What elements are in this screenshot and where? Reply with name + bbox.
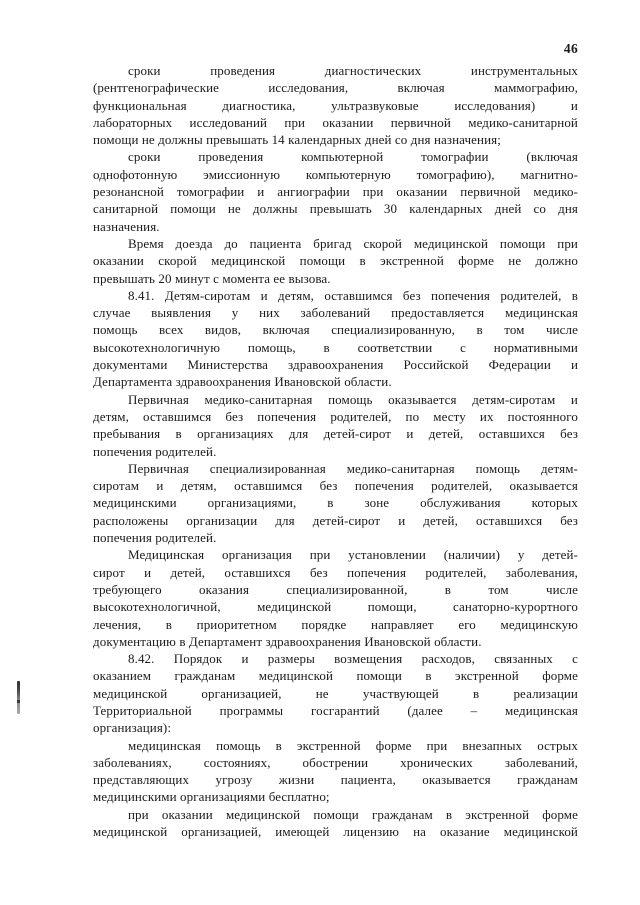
text-line: санитарной помощи не должны превышать 30 календарных дней со дня	[93, 201, 578, 217]
text-line: сиротам и детям, оставшимся без попечения родителей, оказывается	[93, 478, 578, 494]
text-line: сроки проведения диагностических инструментальных	[128, 63, 578, 78]
paragraph	[93, 460, 578, 546]
text-line: помощь всех видов, включая специализированную, в том числе	[93, 322, 578, 338]
text-line: требующего оказания специализированной, в том числе	[93, 581, 578, 597]
text-line: 8.41. Детям-сиротам и детям, оставшимся без попечения родителей, в	[128, 287, 578, 303]
text-line: расположены организации для детей-сирот и детей, оставшихся без	[93, 512, 578, 528]
text-line: резонансной томографии и ангиографии при оказании первичной медико-	[93, 184, 578, 200]
text-line: Департамента здравоохранения Ивановской области.	[93, 374, 392, 390]
paragraph	[93, 737, 578, 806]
page-number: 46	[563, 41, 578, 56]
text-line: сроки проведения компьютерной томографии (включая	[128, 149, 578, 165]
text-line: (рентгенографические исследования, включая маммографию,	[93, 80, 578, 96]
paragraph	[93, 62, 578, 148]
text-line: документацию в Департамент здравоохранения Ивановской области.	[93, 633, 482, 649]
text-line: превышать 20 минут с момента ее вызова.	[93, 270, 331, 286]
paragraph	[93, 806, 578, 841]
text-line: попечения родителей.	[93, 530, 217, 546]
text-line: детям, оставшимся без попечения родителей, по месту их постоянного	[93, 408, 578, 424]
text-line: попечения родителей.	[93, 443, 217, 459]
paragraph	[93, 546, 578, 650]
text-line: лечения, в приоритетном порядке направляет его медицинскую	[93, 616, 578, 632]
text-line: назначения.	[93, 218, 160, 234]
text-line: Первичная специализированная медико-санитарная помощь детям-	[128, 460, 578, 476]
paragraph	[93, 391, 578, 460]
text-line: высокотехнологичной, медицинской помощи, санаторно-курортного	[93, 599, 578, 615]
text-line: оказании скорой медицинской помощи в экстренной форме не должно	[93, 253, 578, 269]
text-line: Первичная медико-санитарная помощь оказывается детям-сиротам и	[128, 391, 578, 407]
text-line: сирот и детей, оставшихся без попечения родителей, заболевания,	[93, 564, 578, 580]
text-line: помощи не должны превышать 14 календарных дней со дня назначения;	[93, 132, 501, 148]
text-line: оказанием гражданам медицинской помощи в экстренной форме	[93, 668, 578, 684]
text-line: случае выявления у них заболеваний предоставляется медицинская	[93, 305, 578, 321]
scan-artifact-mark	[17, 681, 20, 714]
paragraph	[93, 650, 578, 736]
text-line: однофотонную эмиссионную компьютерную томографию), магнитно-	[93, 166, 578, 182]
paragraph	[93, 235, 578, 287]
text-line: Медицинская организация при установлении (наличии) у детей-	[128, 547, 578, 563]
document-text	[93, 62, 578, 840]
text-line: заболеваниях, состояниях, обострении хронических заболеваний,	[93, 754, 578, 770]
text-line: Время доезда до пациента бригад скорой медицинской помощи при	[128, 235, 578, 251]
text-line: медицинскими организациями бесплатно;	[93, 789, 330, 805]
text-line: 8.42. Порядок и размеры возмещения расходов, связанных с	[128, 651, 578, 667]
text-line: документами Министерства здравоохранения Российской Федерации и	[93, 357, 578, 373]
text-line: медицинскими организациями, в зоне обслуживания которых	[93, 495, 578, 511]
text-line: представляющих угрозу жизни пациента, оказывается гражданам	[93, 772, 578, 788]
text-line: медицинская помощь в экстренной форме при внезапных острых	[128, 737, 578, 753]
text-line: организация):	[93, 720, 172, 736]
text-line: пребывания в организациях для детей-сирот и детей, оставшихся без	[93, 426, 578, 442]
text-line: высокотехнологичную помощь, в соответствии с нормативными	[93, 339, 578, 355]
paragraph	[93, 148, 578, 234]
text-line: при оказании медицинской помощи гражданам в экстренной форме	[128, 806, 578, 822]
text-line: Территориальной программы госгарантий (далее – медицинская	[93, 702, 578, 718]
text-line: функциональная диагностика, ультразвуковые исследования) и	[93, 97, 578, 113]
text-line: лабораторных исследований при оказании первичной медико-санитарной	[93, 114, 578, 130]
text-line: медицинской организацией, не участвующей в реализации	[93, 685, 578, 701]
paragraph	[93, 287, 578, 391]
text-line: медицинской организацией, имеющей лицензию на оказание медицинской	[93, 824, 578, 840]
